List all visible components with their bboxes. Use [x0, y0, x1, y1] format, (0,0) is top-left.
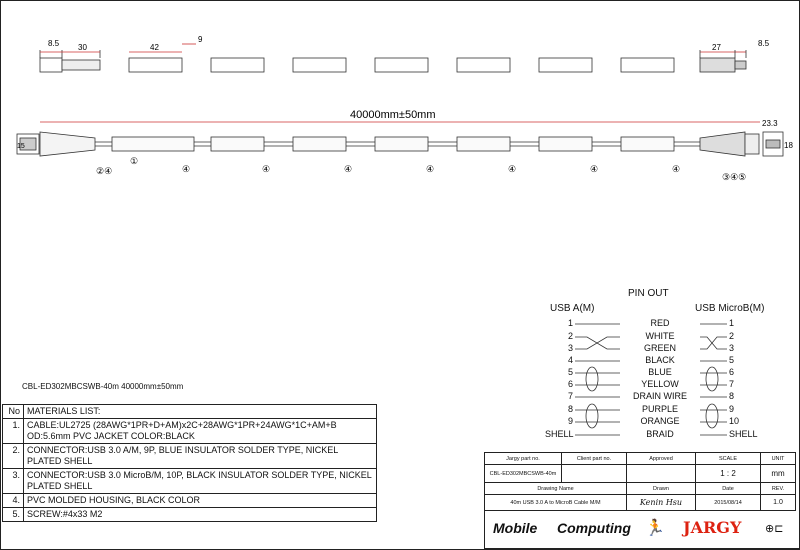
- pin-color: DRAIN WIRE: [633, 391, 687, 401]
- materials-row: [3, 508, 377, 522]
- logo-bar: [484, 510, 800, 549]
- logo-mobile: Mobile: [493, 520, 538, 536]
- materials-no: 1.: [3, 419, 24, 444]
- pin-color: GREEN: [643, 343, 676, 353]
- tb-client-part: [562, 465, 627, 483]
- pin-left: 5: [567, 367, 573, 377]
- pin-left: 6: [567, 379, 573, 389]
- logo-computing: Computing: [557, 520, 631, 536]
- length-label: 40000mm±50mm: [350, 109, 436, 121]
- materials-row: [3, 444, 377, 469]
- pin-color: YELLOW: [641, 379, 679, 389]
- pin-left: 4: [567, 355, 573, 365]
- pin-left: 9: [567, 416, 573, 426]
- balloon-housing-1: ④: [182, 164, 191, 174]
- pin-color: RED: [650, 318, 670, 328]
- materials-text: SCREW:#4x33 M2: [24, 508, 377, 522]
- dim-plug-b-offset: 8.5: [758, 39, 770, 48]
- pin-left: 2: [567, 331, 573, 341]
- materials-header: [3, 405, 377, 419]
- dim-height-b: 18: [784, 141, 793, 150]
- cable-drawing: [0, 0, 800, 200]
- materials-text: CONNECTOR:USB 3.0 MicroB/M, 10P, BLACK INSULATOR SOLDER TYPE, NICKEL PLATED SHELL: [24, 469, 377, 494]
- materials-no: 5.: [3, 508, 24, 522]
- dim-plug-a-len: 30: [78, 43, 87, 52]
- dim-width-b: 23.3: [762, 119, 778, 128]
- pin-right: 2: [729, 331, 735, 341]
- pinout-title: PIN OUT: [628, 288, 669, 299]
- pin-left: 3: [567, 343, 573, 353]
- tb-h-approved: Approved: [627, 453, 696, 465]
- balloon-housing-4: ④: [426, 164, 435, 174]
- tb-approved: [627, 465, 696, 483]
- materials-title: MATERIALS LIST:: [24, 405, 377, 419]
- dim-segment-len: 42: [150, 43, 159, 52]
- balloon-housing-6: ④: [590, 164, 599, 174]
- dim-segment-gap: 9: [198, 35, 203, 44]
- tb-jargy-part: CBL-ED302MBCSWB-40m: [485, 465, 562, 483]
- pin-color: BRAID: [646, 429, 674, 439]
- tb-h-rev: REV.: [761, 483, 796, 495]
- tb-rev: 1.0: [761, 495, 796, 511]
- pinout-left-header: USB A(M): [550, 303, 595, 314]
- materials-no: 4.: [3, 494, 24, 508]
- materials-row: [3, 494, 377, 508]
- tb-h-client-part: Client part no.: [562, 453, 627, 465]
- pin-left: 7: [567, 391, 573, 401]
- dim-plug-a-offset: 8.5: [48, 39, 60, 48]
- materials-list: [2, 404, 377, 522]
- pin-right: 8: [729, 391, 735, 401]
- tb-drawn: Kenin Hsu: [627, 495, 696, 511]
- logo-runner-icon: 🏃: [645, 520, 665, 537]
- balloon-housing-7: ④: [672, 164, 681, 174]
- pin-left: 1: [567, 318, 573, 328]
- balloon-plug-b: ③④⑤: [722, 172, 747, 182]
- materials-no: 2.: [3, 444, 24, 469]
- part-caption: CBL-ED302MBCSWB-40m 40000mm±50mm: [22, 382, 184, 391]
- materials-text: CABLE:UL2725 (28AWG*1PR+D+AM)x2C+28AWG*1PR+24AWG*1C+AM+B OD:5.6mm PVC JACKET COLOR:BLACK: [24, 419, 377, 444]
- pin-color: ORANGE: [640, 416, 680, 426]
- pin-right: 9: [729, 404, 735, 414]
- pin-right: 5: [729, 355, 735, 365]
- tb-unit: mm: [761, 465, 796, 483]
- tb-h-scale: SCALE: [696, 453, 761, 465]
- balloon-housing-2: ④: [262, 164, 271, 174]
- assembled-cable: [17, 132, 783, 156]
- balloon-cable: ①: [130, 156, 139, 166]
- balloon-housing-3: ④: [344, 164, 353, 174]
- dim-height-a: 15: [17, 143, 25, 150]
- pin-left: 8: [567, 404, 573, 414]
- pin-right: 7: [729, 379, 735, 389]
- pin-color: BLUE: [648, 367, 672, 377]
- pin-color: BLACK: [645, 355, 675, 365]
- balloon-plug-a: ②④: [96, 166, 113, 176]
- projection-symbol-icon: ⊕⊏: [765, 523, 784, 535]
- pin-right: 1: [729, 318, 735, 328]
- tb-date: 2015/08/14: [696, 495, 761, 511]
- pinout-right-header: USB MicroB(M): [695, 303, 765, 314]
- materials-text: PVC MOLDED HOUSING, BLACK COLOR: [24, 494, 377, 508]
- materials-no: 3.: [3, 469, 24, 494]
- materials-row: [3, 419, 377, 444]
- tb-h-date: Date: [696, 483, 761, 495]
- title-block: [484, 452, 796, 511]
- tb-scale: 1 : 2: [696, 465, 761, 483]
- materials-no-header: No: [3, 405, 24, 419]
- tb-drawing-name: 40m USB 3.0 A to MicroB Cable M/M: [485, 495, 627, 511]
- logo-jargy: JARGY: [683, 518, 742, 537]
- pin-right: 6: [729, 367, 735, 377]
- pin-right: 10: [729, 416, 740, 426]
- tb-h-unit: UNIT: [761, 453, 796, 465]
- tb-h-drawn: Drawn: [627, 483, 696, 495]
- materials-text: CONNECTOR:USB 3.0 A/M, 9P, BLUE INSULATOR SOLDER TYPE, NICKEL PLATED SHELL: [24, 444, 377, 469]
- dim-plug-b-len: 27: [712, 43, 721, 52]
- tb-h-jargy-part: Jargy part no.: [485, 453, 562, 465]
- tb-h-drawing-name: Drawing Name: [485, 483, 627, 495]
- pin-right: 3: [729, 343, 735, 353]
- balloon-housing-5: ④: [508, 164, 517, 174]
- top-component-row: [40, 44, 746, 72]
- pin-right: SHELL: [729, 429, 758, 439]
- materials-row: [3, 469, 377, 494]
- pin-color: PURPLE: [641, 404, 678, 414]
- pin-left: SHELL: [545, 429, 574, 439]
- pin-color: WHITE: [645, 331, 675, 341]
